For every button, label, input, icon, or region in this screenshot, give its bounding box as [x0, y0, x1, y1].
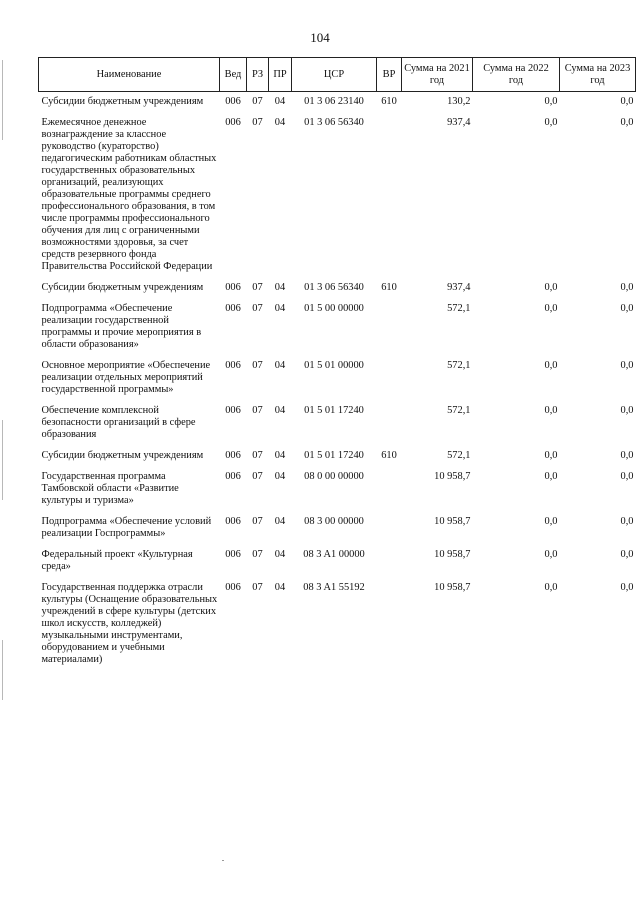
- cell-csr: 08 3 00 00000: [304, 516, 364, 527]
- table-row: [39, 576, 636, 669]
- cell-vr: [377, 576, 402, 669]
- cell-rz: 07: [252, 282, 263, 293]
- cell-rz: 07: [252, 549, 263, 560]
- table-row: [39, 444, 636, 465]
- cell-sum-2022: 0,0: [544, 282, 558, 293]
- table-row: [39, 92, 636, 112]
- header-rz: РЗ: [247, 58, 269, 92]
- cell-sum-2022: 0,0: [544, 303, 558, 314]
- cell-ved: 006: [225, 117, 241, 128]
- cell-name: Подпрограмма «Обеспечение реализации государственной программы и прочие мероприятия в области образования»: [41, 303, 202, 350]
- table-header: [39, 58, 636, 92]
- cell-pr: 04: [274, 360, 286, 371]
- cell-name: Субсидии бюджетным учреждениям: [41, 450, 204, 461]
- cell-rz: 07: [252, 96, 263, 107]
- cell-sum-2023: 0,0: [620, 405, 634, 416]
- cell-sum-2021: 130,2: [447, 96, 471, 107]
- header-sum-2021: Сумма на 2021 год: [402, 58, 473, 92]
- cell-pr: 04: [274, 282, 286, 293]
- table-row: [39, 399, 636, 444]
- cell-name: Государственная программа Тамбовской области «Развитие культуры и туризма»: [41, 471, 179, 506]
- cell-csr: 01 5 01 17240: [304, 405, 364, 416]
- cell-csr: 08 3 A1 55192: [303, 582, 365, 593]
- cell-sum-2022: 0,0: [544, 405, 558, 416]
- cell-sum-2023: 0,0: [620, 471, 634, 482]
- cell-sum-2023: 0,0: [620, 549, 634, 560]
- cell-vr: [377, 543, 402, 576]
- cell-pr: 04: [274, 405, 286, 416]
- cell-vr: [377, 354, 402, 399]
- cell-ved: 006: [225, 360, 241, 371]
- cell-sum-2022: 0,0: [544, 549, 558, 560]
- cell-pr: 04: [274, 471, 286, 482]
- margin-mark: [2, 640, 3, 700]
- cell-csr: 01 3 06 23140: [304, 96, 364, 107]
- cell-csr: 01 5 01 00000: [304, 360, 364, 371]
- cell-sum-2023: 0,0: [620, 117, 634, 128]
- table-row: [39, 510, 636, 543]
- cell-name: Федеральный проект «Культурная среда»: [41, 549, 193, 572]
- page-number: 104: [310, 30, 330, 45]
- cell-pr: 04: [274, 582, 286, 593]
- cell-rz: 07: [252, 117, 263, 128]
- cell-sum-2021: 10 958,7: [434, 516, 471, 527]
- cell-vr: 610: [381, 450, 397, 461]
- cell-ved: 006: [225, 582, 241, 593]
- cell-sum-2021: 937,4: [447, 117, 471, 128]
- header-name: Наименование: [39, 58, 220, 92]
- cell-sum-2021: 10 958,7: [434, 471, 471, 482]
- cell-csr: 01 5 01 17240: [304, 450, 364, 461]
- cell-sum-2022: 0,0: [544, 582, 558, 593]
- cell-pr: 04: [274, 450, 286, 461]
- table-body: [39, 92, 636, 670]
- header-ved: Вед: [220, 58, 247, 92]
- table-row: [39, 111, 636, 276]
- cell-sum-2021: 572,1: [447, 303, 471, 314]
- cell-ved: 006: [225, 96, 241, 107]
- cell-csr: 01 3 06 56340: [304, 117, 364, 128]
- cell-vr: 610: [381, 282, 397, 293]
- cell-csr: 01 5 00 00000: [304, 303, 364, 314]
- cell-pr: 04: [274, 96, 286, 107]
- cell-name: Основное мероприятие «Обеспечение реализации отдельных мероприятий государственной программы»: [41, 360, 211, 395]
- cell-rz: 07: [252, 582, 263, 593]
- cell-sum-2022: 0,0: [544, 471, 558, 482]
- cell-rz: 07: [252, 303, 263, 314]
- cell-ved: 006: [225, 405, 241, 416]
- cell-name: Государственная поддержка отрасли культуры (Оснащение образовательных учреждений в сфере культуры (детских школ искусств, колледжей) музыкальными инструментами, оборудованием и учебными материалами): [41, 582, 218, 665]
- cell-vr: [377, 465, 402, 510]
- cell-ved: 006: [225, 516, 241, 527]
- table-row: [39, 354, 636, 399]
- cell-rz: 07: [252, 471, 263, 482]
- cell-sum-2023: 0,0: [620, 582, 634, 593]
- cell-rz: 07: [252, 405, 263, 416]
- cell-sum-2021: 10 958,7: [434, 549, 471, 560]
- cell-sum-2022: 0,0: [544, 117, 558, 128]
- cell-csr: 08 0 00 00000: [304, 471, 364, 482]
- cell-ved: 006: [225, 282, 241, 293]
- cell-pr: 04: [274, 549, 286, 560]
- cell-sum-2023: 0,0: [620, 360, 634, 371]
- cell-rz: 07: [252, 516, 263, 527]
- budget-table: [38, 57, 636, 669]
- cell-pr: 04: [274, 303, 286, 314]
- cell-sum-2022: 0,0: [544, 96, 558, 107]
- scan-dot: [222, 860, 224, 861]
- header-csr: ЦСР: [292, 58, 377, 92]
- cell-name: Подпрограмма «Обеспечение условий реализации Госпрограммы»: [41, 516, 212, 539]
- cell-rz: 07: [252, 450, 263, 461]
- header-vr: ВР: [377, 58, 402, 92]
- margin-mark: [2, 60, 3, 140]
- cell-name: Субсидии бюджетным учреждениям: [41, 282, 204, 293]
- cell-vr: [377, 399, 402, 444]
- cell-sum-2023: 0,0: [620, 516, 634, 527]
- header-pr: ПР: [269, 58, 292, 92]
- cell-sum-2021: 572,1: [447, 405, 471, 416]
- cell-sum-2021: 572,1: [447, 360, 471, 371]
- header-sum-2023: Сумма на 2023 год: [560, 58, 636, 92]
- cell-sum-2021: 10 958,7: [434, 582, 471, 593]
- cell-sum-2022: 0,0: [544, 360, 558, 371]
- cell-ved: 006: [225, 450, 241, 461]
- cell-sum-2022: 0,0: [544, 516, 558, 527]
- table-row: [39, 543, 636, 576]
- cell-vr: [377, 297, 402, 354]
- table-row: [39, 465, 636, 510]
- table-row: [39, 276, 636, 297]
- cell-vr: [377, 510, 402, 543]
- cell-rz: 07: [252, 360, 263, 371]
- margin-mark: [2, 420, 3, 500]
- cell-name: Обеспечение комплексной безопасности организаций в сфере образования: [41, 405, 196, 440]
- cell-sum-2023: 0,0: [620, 282, 634, 293]
- cell-vr: 610: [381, 96, 397, 107]
- cell-csr: 01 3 06 56340: [304, 282, 364, 293]
- cell-sum-2021: 937,4: [447, 282, 471, 293]
- cell-sum-2023: 0,0: [620, 450, 634, 461]
- cell-sum-2023: 0,0: [620, 96, 634, 107]
- cell-csr: 08 3 A1 00000: [303, 549, 365, 560]
- header-sum-2022: Сумма на 2022 год: [473, 58, 560, 92]
- cell-sum-2023: 0,0: [620, 303, 634, 314]
- cell-name: Ежемесячное денежное вознаграждение за классное руководство (кураторство) педагогическим работникам областных государственных образовательных организаций, реализующих образовательные программы среднего профессионального образования, в том числе программы профессионального обучения для лиц с ограниченными возможностями здоровья, за счет средств резервного фонда Правительства Российской Федерации: [41, 117, 217, 272]
- cell-ved: 006: [225, 471, 241, 482]
- cell-vr: [377, 111, 402, 276]
- cell-pr: 04: [274, 516, 286, 527]
- cell-name: Субсидии бюджетным учреждениям: [41, 96, 204, 107]
- table-row: [39, 297, 636, 354]
- cell-sum-2022: 0,0: [544, 450, 558, 461]
- cell-sum-2021: 572,1: [447, 450, 471, 461]
- cell-ved: 006: [225, 303, 241, 314]
- cell-pr: 04: [274, 117, 286, 128]
- cell-ved: 006: [225, 549, 241, 560]
